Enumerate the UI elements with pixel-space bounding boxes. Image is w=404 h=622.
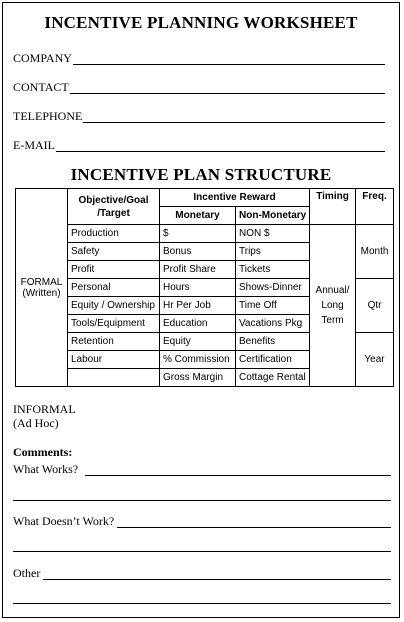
non-monetary-cell: Shows-Dinner [236, 279, 310, 297]
non-monetary-cell: Certification [236, 351, 310, 369]
monetary-header: Monetary [160, 207, 236, 225]
other-label: Other [13, 566, 41, 580]
timing-header: Timing [316, 191, 349, 202]
non-monetary-cell: Cottage Rental [236, 369, 310, 387]
worksheet-title: INCENTIVE PLANNING WORKSHEET [44, 13, 358, 32]
monetary-cell: Education [160, 315, 236, 333]
monetary-cell: Hours [160, 279, 236, 297]
monetary-cell: Gross Margin [160, 369, 236, 387]
formal-cell [16, 189, 68, 387]
other-field[interactable] [43, 579, 391, 580]
formal-label: FORMAL [20, 276, 63, 288]
worksheet-page [2, 2, 400, 618]
freq-qtr-cell: Qtr [356, 279, 394, 333]
monetary-cell: Hr Per Job [160, 297, 236, 315]
freq-header: Freq. [362, 191, 387, 202]
monetary-cell: Bonus [160, 243, 236, 261]
telephone-label: TELEPHONE [13, 109, 83, 123]
freq-month-cell: Month [356, 225, 394, 279]
what-doesnt-work-field-2[interactable] [13, 551, 391, 552]
incentive-reward-header: Incentive Reward [160, 189, 310, 207]
monetary-cell: $ [160, 225, 236, 243]
freq-year-cell: Year [356, 333, 394, 387]
objective-cell: Tools/Equipment [68, 315, 160, 333]
contact-label: CONTACT [13, 80, 69, 94]
email-label: E-MAIL [13, 138, 55, 152]
informal-sub-label: (Ad Hoc) [13, 416, 59, 430]
formal-sub-label: (Written) [22, 287, 61, 299]
non-monetary-cell: NON $ [236, 225, 310, 243]
objective-cell: Profit [68, 261, 160, 279]
email-field[interactable] [56, 151, 385, 152]
objective-cell: Retention [68, 333, 160, 351]
what-doesnt-work-field[interactable] [117, 527, 391, 528]
monetary-cell: Equity [160, 333, 236, 351]
non-monetary-cell: Trips [236, 243, 310, 261]
table-row [16, 225, 394, 243]
what-works-field[interactable] [85, 475, 391, 476]
objective-header: Objective/Goal /Target [68, 189, 160, 225]
comments-heading: Comments: [13, 445, 73, 459]
structure-title: INCENTIVE PLAN STRUCTURE [70, 165, 332, 184]
objective-cell: Production [68, 225, 160, 243]
monetary-cell: Profit Share [160, 261, 236, 279]
non-monetary-cell: Tickets [236, 261, 310, 279]
non-monetary-cell: Vacations Pkg [236, 315, 310, 333]
freq-header-top [356, 189, 394, 225]
timing-cell: Annual/ Long Term [310, 225, 356, 387]
telephone-field[interactable] [83, 122, 385, 123]
objective-cell: Safety [68, 243, 160, 261]
incentive-plan-table [15, 188, 394, 387]
what-works-label: What Works? [13, 462, 79, 476]
contact-field[interactable] [70, 93, 385, 94]
monetary-cell: % Commission [160, 351, 236, 369]
company-field[interactable] [73, 64, 385, 65]
non-monetary-header: Non-Monetary [236, 207, 310, 225]
timing-header-top [310, 189, 356, 225]
objective-cell: Personal [68, 279, 160, 297]
objective-cell [68, 369, 160, 387]
informal-label: INFORMAL [13, 402, 76, 416]
objective-cell: Labour [68, 351, 160, 369]
non-monetary-cell: Benefits [236, 333, 310, 351]
non-monetary-cell: Time Off [236, 297, 310, 315]
objective-cell: Equity / Ownership [68, 297, 160, 315]
other-field-2[interactable] [13, 603, 391, 604]
what-works-field-2[interactable] [13, 500, 391, 501]
company-label: COMPANY [13, 51, 72, 65]
what-doesnt-work-label: What Doesn’t Work? [13, 514, 115, 528]
